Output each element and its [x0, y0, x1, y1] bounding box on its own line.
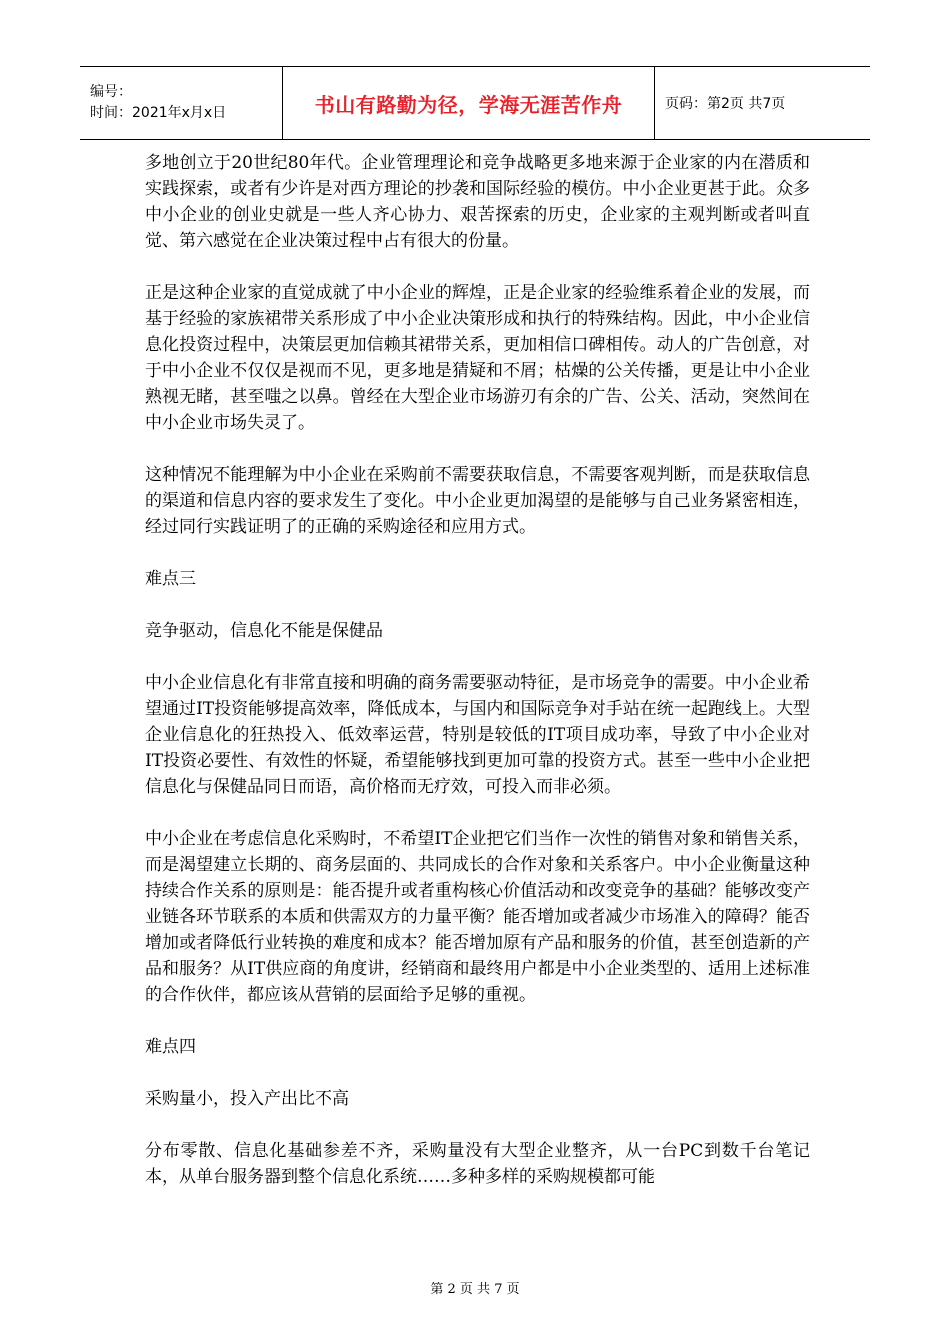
footer-page-number: 第 2 页 共 7 页 — [430, 1282, 520, 1297]
section-heading: 难点四 — [145, 1037, 196, 1057]
section-heading: 难点三 — [145, 569, 196, 589]
header-meta — [80, 67, 283, 139]
page-footer — [0, 1278, 950, 1297]
page-info: 页码：第2页 共7页 — [665, 96, 786, 112]
number-label: 编号： — [90, 84, 132, 100]
paragraph: 分布零散、信息化基础参差不齐，采购量没有大型企业整齐，从一台PC到数千台笔记本，从单台服务器到整个信息化系统……多种多样的采购规模都可能 — [145, 1141, 810, 1187]
document-body — [145, 150, 810, 1216]
time-label: 时间：2021年x月x日 — [90, 105, 227, 121]
section-subtitle: 采购量小，投入产出比不高 — [145, 1089, 349, 1109]
section-subtitle: 竞争驱动，信息化不能是保健品 — [145, 621, 383, 641]
header-motto-cell — [283, 67, 655, 139]
paragraph: 中小企业在考虑信息化采购时，不希望IT企业把它们当作一次性的销售对象和销售关系，而是渴望建立长期的、商务层面的、共同成长的合作对象和关系客户。中小企业衡量这种持续合作关系的原则是：能否提升或者重构核心价值活动和改变竞争的基础？能够改变产业链各环节联系的本质和供需双方的力量平衡？能否增加或者减少市场准入的障碍？能否增加或者降低行业转换的难度和成本？能否增加原有产品和服务的价值，甚至创造新的产品和服务？从IT供应商的角度讲，经销商和最终用户都是中小企业类型的、适用上述标准的合作伙伴，都应该从营销的层面给予足够的重视。 — [145, 829, 810, 1005]
paragraph: 多地创立于20世纪80年代。企业管理理论和竞争战略更多地来源于企业家的内在潜质和实践探索，或者有少许是对西方理论的抄袭和国际经验的模仿。中小企业更甚于此。众多中小企业的创业史就是一些人齐心协力、艰苦探索的历史，企业家的主观判断或者叫直觉、第六感觉在企业决策过程中占有很大的份量。 — [145, 153, 810, 251]
paragraph: 正是这种企业家的直觉成就了中小企业的辉煌，正是企业家的经验维系着企业的发展，而基于经验的家族裙带关系形成了中小企业决策形成和执行的特殊结构。因此，中小企业信息化投资过程中，决策层更加信赖其裙带关系，更加相信口碑相传。动人的广告创意，对于中小企业不仅仅是视而不见，更多地是猜疑和不屑；枯燥的公关传播，更是让中小企业熟视无睹，甚至嗤之以鼻。曾经在大型企业市场游刃有余的广告、公关、活动，突然间在中小企业市场失灵了。 — [145, 283, 810, 433]
page-header — [80, 66, 870, 140]
paragraph: 中小企业信息化有非常直接和明确的商务需要驱动特征，是市场竞争的需要。中小企业希望通过IT投资能够提高效率，降低成本，与国内和国际竞争对手站在统一起跑线上。大型企业信息化的狂热投入、低效率运营，特别是较低的IT项目成功率，导致了中小企业对IT投资必要性、有效性的怀疑，希望能够找到更加可靠的投资方式。甚至一些中小企业把信息化与保健品同日而语，高价格而无疗效，可投入而非必须。 — [145, 673, 810, 797]
motto-text: 书山有路勤为径，学海无涯苦作舟 — [314, 92, 623, 117]
paragraph: 这种情况不能理解为中小企业在采购前不需要获取信息，不需要客观判断，而是获取信息的渠道和信息内容的要求发生了变化。中小企业更加渴望的是能够与自己业务紧密相连，经过同行实践证明了的正确的采购途径和应用方式。 — [145, 465, 810, 537]
header-page-cell — [655, 67, 870, 139]
